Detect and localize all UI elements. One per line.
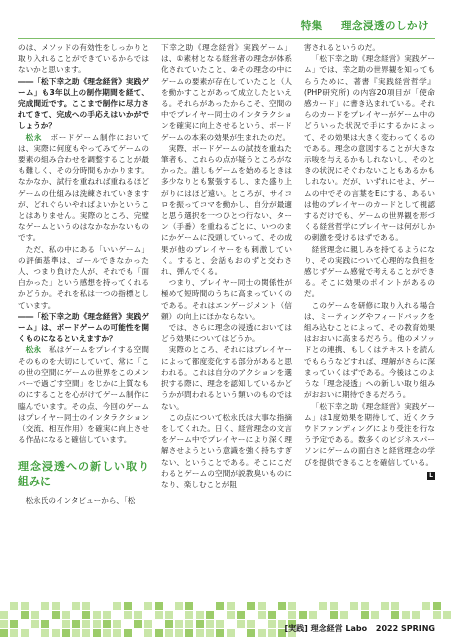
decorative-square bbox=[144, 629, 152, 637]
decorative-square bbox=[422, 602, 430, 610]
decorative-square bbox=[134, 620, 142, 628]
decorative-square bbox=[144, 620, 152, 628]
decorative-square bbox=[258, 611, 266, 619]
decorative-square bbox=[206, 611, 214, 619]
interview-answer bbox=[18, 132, 149, 244]
decorative-square bbox=[237, 611, 245, 619]
decorative-square bbox=[361, 611, 369, 619]
decorative-square bbox=[433, 602, 441, 610]
decorative-square bbox=[350, 602, 358, 610]
decorative-square bbox=[21, 629, 29, 637]
interview-question: ――「松下幸之助《理念経営》実践ゲーム」も3年以上の制作期間を経て、完成間近です。ここまで制作に尽力されてきて、完成への手応えはいかがでしょうか？ bbox=[18, 76, 149, 131]
decorative-square bbox=[21, 611, 29, 619]
decorative-square bbox=[82, 620, 90, 628]
decorative-square bbox=[155, 602, 163, 610]
decorative-square bbox=[216, 629, 224, 637]
decorative-square bbox=[0, 629, 8, 637]
decorative-square bbox=[93, 611, 101, 619]
decorative-square bbox=[319, 602, 327, 610]
decorative-square bbox=[361, 602, 369, 610]
column-1 bbox=[18, 42, 149, 582]
decorative-square bbox=[268, 620, 276, 628]
paragraph: 実際、ボードゲームの試技を重ねた筆者も、これらの点が疑うところがなかった。誰しもゲームを始めるときは多少なりとも緊張するし、また盛り上がりにはほど遠い。ところが、サイコロを振ってコマを動かし、自分が最適と思う選択を一つひとつ行ない、ターン（手番）を重ねるごとに、いつのまにかゲームに没頭していって、その成果が他のプレイヤーをも刺激していく。すると、会話もおのずと交わされ、弾んでくる。 bbox=[161, 143, 292, 277]
decorative-square bbox=[113, 602, 121, 610]
interview-answer bbox=[18, 344, 149, 445]
decorative-square bbox=[165, 620, 173, 628]
decorative-square bbox=[391, 602, 399, 610]
decorative-square bbox=[268, 611, 276, 619]
decorative-square bbox=[247, 602, 255, 610]
decorative-square bbox=[165, 629, 173, 637]
header-section-label: 特集 bbox=[300, 20, 323, 32]
decorative-square bbox=[185, 602, 193, 610]
decorative-square bbox=[72, 629, 80, 637]
decorative-square bbox=[62, 611, 70, 619]
decorative-square bbox=[237, 620, 245, 628]
decorative-square bbox=[41, 602, 49, 610]
decorative-square bbox=[227, 629, 235, 637]
decorative-square bbox=[216, 602, 224, 610]
paragraph: 実際のところ、それにはプレイヤーによって都度変化する部分があると思われる。これは自分のアクションを選択する際に、理念を認知しているかどうかが問われるという類いのものではない。 bbox=[161, 345, 292, 411]
page-header bbox=[18, 14, 435, 38]
decorative-square bbox=[155, 629, 163, 637]
article-end bbox=[304, 470, 435, 481]
decorative-square bbox=[185, 620, 193, 628]
paragraph: この点について松永氏は大事な指摘をしてくれた。日く、経営理念の文言をゲーム中でプレイヤーにより深く理解させようという意識を強く持ちすぎない、ということである。そこにこだわるとゲームの空間が説教臭いものになり、楽しむことが阻 bbox=[161, 412, 292, 489]
decorative-square bbox=[268, 629, 276, 637]
decorative-square bbox=[258, 602, 266, 610]
decorative-square bbox=[433, 611, 441, 619]
answer-text: ボードゲーム制作においては、実際に何度もやってみてゲームの要素の組み合わせを調整することが最も難しく、その分時間もかかります。なかなか、試行を重ねれば重ねるほどゲームの仕組みは洗練されていきますが、どれぐらいやればよいかということはありません。実際のところ、完璧なゲームというのはなかなかないものです。 bbox=[18, 132, 149, 243]
paragraph: 害されるというのだ。 bbox=[304, 43, 380, 52]
decorative-square bbox=[62, 620, 70, 628]
decorative-square bbox=[216, 620, 224, 628]
footer-band bbox=[0, 602, 453, 640]
decorative-square bbox=[227, 611, 235, 619]
decorative-square bbox=[391, 611, 399, 619]
decorative-square bbox=[175, 620, 183, 628]
answer-text: 私はゲームをプレイする空間そのものを大切にしていて、常に「この世の空間にゲームの世界をこのメンバーで過ごす空間」をじかに上質なものにすることを心がけてゲーム制作に臨んでいます。その点、今回のゲームはプレイヤー同士のインタラクション（交流、相互作用）を確実に向上させる作品になると確信しています。 bbox=[18, 345, 149, 445]
decorative-square bbox=[206, 620, 214, 628]
decorative-square bbox=[206, 629, 214, 637]
decorative-square bbox=[72, 620, 80, 628]
decorative-square bbox=[443, 611, 451, 619]
interview-question: ――「松下幸之助《理念経営》実践ゲーム」は、ボードゲームの可能性を開くものになるといえますか？ bbox=[18, 311, 149, 344]
speaker-name: 松永 bbox=[25, 132, 43, 142]
column-3 bbox=[304, 42, 435, 582]
article-body bbox=[18, 42, 435, 582]
decorative-square bbox=[278, 602, 286, 610]
decorative-square bbox=[41, 620, 49, 628]
footer-credit bbox=[285, 623, 435, 634]
decorative-square bbox=[10, 620, 18, 628]
decorative-square bbox=[309, 611, 317, 619]
paragraph: 経営理念に親しみを持てるようになり、その実践について心理的な負担を感じずゲーム感覚で考えることができる。そこに効果のポイントがあるのだ。 bbox=[304, 244, 435, 299]
decorative-square bbox=[175, 602, 183, 610]
paragraph: このゲームを研修に取り入れる場合は、ミーティングやフィードバックを組み込むことによって、その教育効果はおおいに高まるだろう。他のメソッドとの連携、もしくはテキストを読んでもらうなどすれば、理解がさらに深まっていくはずである。今後はこのような「理念浸透」への新しい取り組みがおおいに期待できるだろう。 bbox=[304, 300, 435, 400]
paragraph: 松永氏のインタビューから、「松 bbox=[25, 496, 136, 506]
header-rule bbox=[18, 38, 435, 39]
paragraph: ただ、私の中にある「いいゲーム」の評価基準は、ゴールできなかった人、つまり負けた人が、それでも「面白かった」という感想を持ってくれるかどうか。それを私は一つの指標としています。 bbox=[18, 244, 149, 310]
decorative-square bbox=[144, 602, 152, 610]
header-title: 理念浸透のしかけ bbox=[341, 20, 429, 32]
decorative-square bbox=[165, 611, 173, 619]
decorative-square bbox=[196, 629, 204, 637]
decorative-square bbox=[299, 611, 307, 619]
issue-label: 2022 SPRING bbox=[375, 624, 435, 633]
speaker-name: 松永 bbox=[25, 345, 42, 355]
decorative-square bbox=[82, 611, 90, 619]
decorative-square bbox=[196, 611, 204, 619]
paragraph: 「松下幸之助《理念経営》実践ゲーム」は1度効果を期待して、近くクラウドファンディングにより受注を行なう予定である。数多くのビジネスパーソンにゲームの面白さと経営理念の学びを提供できることを確信している。 bbox=[304, 401, 435, 467]
decorative-square bbox=[31, 620, 39, 628]
decorative-square bbox=[103, 620, 111, 628]
decorative-square bbox=[196, 620, 204, 628]
decorative-square bbox=[41, 629, 49, 637]
decorative-square bbox=[175, 629, 183, 637]
decorative-square bbox=[330, 602, 338, 610]
running-header bbox=[301, 18, 429, 33]
decorative-square bbox=[0, 611, 8, 619]
decorative-square bbox=[124, 611, 132, 619]
decorative-square bbox=[402, 611, 410, 619]
decorative-square bbox=[227, 602, 235, 610]
decorative-square bbox=[124, 629, 132, 637]
decorative-square bbox=[371, 611, 379, 619]
decorative-square bbox=[330, 611, 338, 619]
paragraph: のは、メソッドの有効性をしっかりと取り入れることができているからではないかと思います。 bbox=[18, 43, 149, 75]
paragraph: 下幸之助《理念経営》実践ゲーム」は、①素材となる経営者の理念が体系化されていたこと、②その理念の中にゲームの要素が存在していたこと（人を動かすことがあって成立したといえる。それらがあったからこそ、空間の中でプレイヤー同士のインタラクションを確実に向上させるという、ボードゲームの本来の効果が生まれたのだ。 bbox=[161, 43, 292, 142]
column-2 bbox=[161, 42, 292, 582]
decorative-square bbox=[258, 629, 266, 637]
decorative-square bbox=[10, 602, 18, 610]
decorative-square bbox=[185, 611, 193, 619]
decorative-square bbox=[247, 629, 255, 637]
paragraph: つまり、プレイヤー同士の関係性が極めて短時間のうちに高まっていくのである。それはエンゲージメント（信頼）の向上にほかならない。 bbox=[161, 278, 292, 321]
decorative-square bbox=[288, 611, 296, 619]
decorative-square bbox=[52, 629, 60, 637]
decorative-square bbox=[10, 629, 18, 637]
decorative-square bbox=[113, 629, 121, 637]
section-heading: 理念浸透への新しい取り組みに bbox=[18, 460, 149, 489]
decorative-square bbox=[103, 629, 111, 637]
decorative-square bbox=[412, 611, 420, 619]
decorative-square bbox=[93, 620, 101, 628]
decorative-square bbox=[93, 629, 101, 637]
decorative-square bbox=[103, 611, 111, 619]
decorative-square bbox=[52, 611, 60, 619]
decorative-square bbox=[381, 602, 389, 610]
decorative-square bbox=[113, 620, 121, 628]
decorative-square bbox=[82, 602, 90, 610]
paragraph: では、さらに理念の浸透においてはどう効果についてはどうか。 bbox=[161, 323, 292, 344]
decorative-square bbox=[72, 602, 80, 610]
decorative-square bbox=[62, 629, 70, 637]
decorative-square bbox=[134, 611, 142, 619]
decorative-square bbox=[247, 620, 255, 628]
magazine-name: [実践] 理念経営 Labo bbox=[284, 624, 368, 633]
decorative-square bbox=[124, 602, 132, 610]
decorative-square bbox=[21, 602, 29, 610]
decorative-square bbox=[52, 602, 60, 610]
decorative-square bbox=[185, 629, 193, 637]
end-mark-icon: L bbox=[427, 472, 435, 480]
decorative-square bbox=[0, 620, 8, 628]
decorative-square bbox=[31, 611, 39, 619]
paragraph: 「松下幸之助《理念経営》実践ゲーム」では、幸之助の世界観を知ってもらうために、著書『実践経営哲学』(PHP研究所) の内容20項目が「使命感カード」に書き込まれている。それらのカードをプレイヤーがゲーム中のどういった状況で手にするかによって、その効果は大きく変わってくるのである。理念の意図することが大きな示唆を与えるかもしれないし、そのときの状況にそぐわないこともあるかもしれない。だが、いずれにせよ、ゲームの中でその言葉をEにする、あるいは他のプレイヤーのカードとして視認するだけでも、ゲームの世界観を形づくる経営哲学にプレイヤーは何がしかの刺激を受けるはずである。 bbox=[304, 54, 435, 243]
decorative-square bbox=[82, 629, 90, 637]
decorative-square bbox=[155, 611, 163, 619]
decorative-square bbox=[288, 602, 296, 610]
decorative-square bbox=[340, 611, 348, 619]
